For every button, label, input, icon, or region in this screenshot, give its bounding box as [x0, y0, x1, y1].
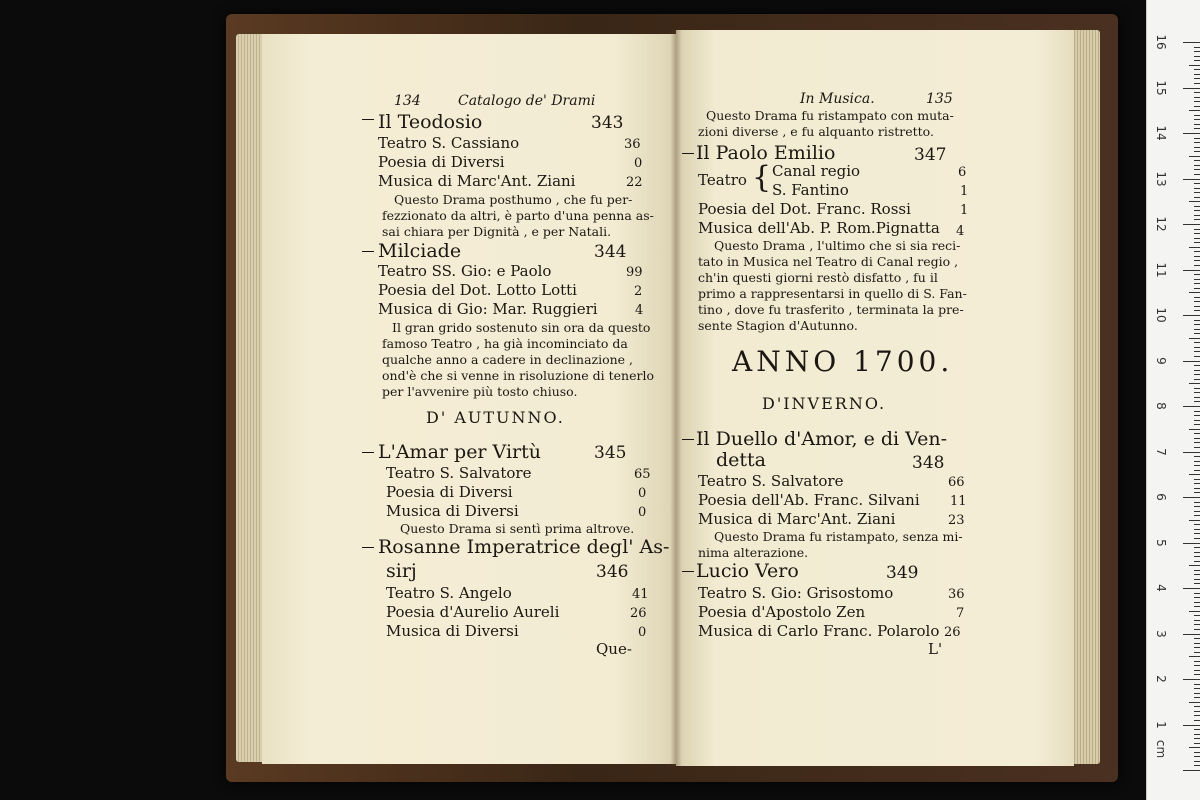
ruler-tick [1183, 315, 1200, 316]
ruler-tick [1194, 160, 1200, 161]
performance-count: 0 [634, 156, 643, 171]
poetry-line: Poesia d'Apostolo Zen [698, 603, 866, 621]
ruler-tick [1183, 543, 1200, 544]
ruler-tick [1189, 383, 1200, 384]
ruler-tick [1194, 151, 1200, 152]
ruler-tick [1194, 206, 1200, 207]
ruler-tick [1194, 492, 1200, 493]
ruler-tick [1194, 524, 1200, 525]
top-note-line: zioni diverse , e fu alquanto ristretto. [698, 124, 934, 139]
ruler-tick [1194, 238, 1200, 239]
music-line: Musica di Diversi [386, 502, 519, 520]
top-note-line: Questo Drama fu ristampato con muta- [706, 108, 954, 123]
ruler-tick [1194, 424, 1200, 425]
ruler-tick [1194, 74, 1200, 75]
ruler-number: 1 [1154, 720, 1168, 729]
ruler-tick [1194, 388, 1200, 389]
entry-note-line: Questo Drama fu ristampato, senza mi- [714, 529, 963, 544]
ruler-tick [1194, 142, 1200, 143]
entry-dash [682, 439, 694, 440]
entry-dash [362, 547, 374, 548]
ruler-number: 12 [1154, 216, 1168, 232]
ruler-tick [1194, 552, 1200, 553]
ruler-tick [1194, 392, 1200, 393]
ruler-tick [1194, 324, 1200, 325]
ruler-tick [1194, 233, 1200, 234]
ruler-tick [1194, 465, 1200, 466]
ruler-tick [1194, 188, 1200, 189]
music-line: Musica di Carlo Franc. Polarolo [698, 622, 940, 640]
ruler-tick [1194, 379, 1200, 380]
poetry-line: Poesia del Dot. Franc. Rossi [698, 200, 911, 218]
ruler-tick [1194, 283, 1200, 284]
entry-note-line: fezzionato da altri, è parto d'una penna as- [382, 208, 654, 223]
ruler-tick [1194, 615, 1200, 616]
ruler-tick [1194, 506, 1200, 507]
ruler-tick [1194, 320, 1200, 321]
entry-dash [682, 571, 694, 572]
ruler-tick [1194, 83, 1200, 84]
ruler-tick [1194, 711, 1200, 712]
entry-number: 343 [591, 113, 624, 133]
entry-note-line: Questo Drama si sentì prima altrove. [400, 521, 635, 536]
performance-count: 41 [632, 587, 649, 602]
entry-number: 347 [914, 145, 947, 165]
ruler-tick [1194, 124, 1200, 125]
ruler-tick [1194, 301, 1200, 302]
ruler-tick [1194, 606, 1200, 607]
theatre-option: Canal regio [772, 162, 861, 180]
theatre-option: S. Fantino [772, 181, 849, 199]
ruler-tick [1194, 447, 1200, 448]
theatre-line: Teatro S. Salvatore [386, 464, 532, 482]
ruler-tick [1194, 47, 1200, 48]
ruler-tick [1194, 69, 1200, 70]
ruler-tick [1194, 147, 1200, 148]
poetry-line: Poesia d'Aurelio Aureli [386, 603, 560, 621]
ruler-tick [1194, 456, 1200, 457]
ruler-tick [1194, 242, 1200, 243]
entry-dash [362, 251, 374, 252]
ruler-tick [1194, 511, 1200, 512]
entry-number: 346 [596, 562, 629, 582]
entry-number: 344 [594, 242, 627, 262]
ruler-tick [1194, 274, 1200, 275]
ruler-tick [1183, 452, 1200, 453]
ruler-tick [1194, 256, 1200, 257]
performance-count: 0 [638, 486, 647, 501]
ruler-tick [1194, 661, 1200, 662]
ruler-tick [1194, 502, 1200, 503]
ruler-tick [1194, 401, 1200, 402]
ruler-tick [1194, 265, 1200, 266]
ruler-tick [1189, 747, 1200, 748]
ruler-tick [1194, 356, 1200, 357]
ruler-unit-label: cm [1154, 739, 1168, 759]
performance-count: 66 [948, 475, 965, 490]
ruler-tick [1194, 488, 1200, 489]
ruler-tick [1194, 547, 1200, 548]
ruler-tick [1194, 624, 1200, 625]
entry-note-line: famoso Teatro , ha già incominciato da [382, 336, 628, 351]
ruler-tick [1189, 520, 1200, 521]
ruler-tick [1194, 629, 1200, 630]
performance-count: 7 [956, 606, 965, 621]
performance-count: 0 [638, 625, 647, 640]
music-line: Musica di Marc'Ant. Ziani [698, 510, 896, 528]
ruler-tick [1194, 433, 1200, 434]
music-line: Musica dell'Ab. P. Rom.Pignatta [698, 219, 940, 237]
ruler-number: 10 [1154, 307, 1168, 323]
ruler-tick [1194, 333, 1200, 334]
right-running-head: In Musica. [800, 91, 875, 107]
ruler-tick [1194, 574, 1200, 575]
theatre-line: Teatro S. Gio: Grisostomo [698, 584, 894, 602]
ruler-tick [1194, 92, 1200, 93]
ruler-tick [1194, 579, 1200, 580]
ruler-tick [1189, 656, 1200, 657]
entry-title: Il Paolo Emilio [696, 142, 836, 164]
ruler-tick [1183, 406, 1200, 407]
performance-count: 1 [960, 203, 969, 218]
ruler-tick [1194, 297, 1200, 298]
ruler-tick [1194, 51, 1200, 52]
entry-note-line: primo a rappresentarsi in quello di S. Fan- [698, 286, 967, 301]
ruler-number: 14 [1154, 125, 1168, 141]
year-heading: ANNO 1700. [732, 345, 954, 378]
poetry-line: Poesia di Diversi [386, 483, 513, 501]
performance-count: 6 [958, 165, 967, 180]
catchword: L' [928, 640, 943, 658]
left-page-number: 134 [394, 93, 421, 109]
ruler-tick [1194, 442, 1200, 443]
performance-count: 36 [948, 587, 965, 602]
ruler-tick [1194, 765, 1200, 766]
brace-symbol: { [752, 160, 772, 195]
ruler-number: 2 [1154, 675, 1168, 683]
ruler-tick [1194, 411, 1200, 412]
ruler-tick [1194, 693, 1200, 694]
ruler-number: 6 [1154, 493, 1168, 501]
entry-title-continuation: detta [716, 449, 767, 471]
ruler-number: 16 [1154, 34, 1168, 50]
ruler-tick [1194, 593, 1200, 594]
performance-count: 0 [638, 505, 647, 520]
entry-dash [362, 119, 374, 120]
entry-note-line: sai chiara per Dignità , e per Natali. [382, 224, 612, 239]
ruler-number: 8 [1154, 402, 1168, 410]
ruler-tick [1194, 752, 1200, 753]
ruler-tick [1194, 306, 1200, 307]
ruler-tick [1194, 169, 1200, 170]
ruler-tick [1194, 210, 1200, 211]
ruler-tick [1189, 338, 1200, 339]
ruler-tick [1194, 165, 1200, 166]
season-heading: D' AUTUNNO. [426, 408, 565, 427]
measuring-ruler [1146, 0, 1200, 800]
music-line: Musica di Diversi [386, 622, 519, 640]
ruler-number: 15 [1154, 79, 1168, 96]
performance-count: 36 [624, 137, 641, 152]
left-page [262, 34, 676, 764]
ruler-tick [1194, 174, 1200, 175]
performance-count: 4 [635, 303, 644, 318]
theatre-line: Teatro S. Angelo [386, 584, 512, 602]
ruler-tick [1194, 78, 1200, 79]
ruler-tick [1194, 229, 1200, 230]
ruler-tick [1194, 570, 1200, 571]
ruler-tick [1194, 106, 1200, 107]
entry-number: 345 [594, 443, 627, 463]
ruler-number: 4 [1154, 584, 1168, 592]
ruler-tick [1189, 702, 1200, 703]
ruler-tick [1194, 515, 1200, 516]
performance-count: 26 [944, 625, 961, 640]
entry-title-continuation: sirj [386, 560, 417, 582]
ruler-tick [1194, 438, 1200, 439]
ruler-tick [1194, 56, 1200, 57]
ruler-tick [1194, 219, 1200, 220]
ruler-tick [1194, 684, 1200, 685]
ruler-tick [1194, 138, 1200, 139]
performance-count: 22 [626, 175, 643, 190]
ruler-tick [1183, 42, 1200, 43]
ruler-tick [1194, 60, 1200, 61]
theatre-line: Teatro SS. Gio: e Paolo [378, 262, 552, 280]
ruler-tick [1194, 260, 1200, 261]
entry-number: 348 [912, 453, 945, 473]
performance-count: 1 [960, 184, 969, 199]
ruler-tick [1194, 743, 1200, 744]
right-page-number: 135 [926, 91, 953, 107]
ruler-tick [1194, 638, 1200, 639]
ruler-number: 13 [1154, 170, 1168, 187]
ruler-tick [1194, 761, 1200, 762]
entry-note-line: sente Stagion d'Autunno. [698, 318, 858, 333]
ruler-tick [1194, 342, 1200, 343]
entry-dash [682, 153, 694, 154]
ruler-tick [1194, 602, 1200, 603]
ruler-tick [1189, 110, 1200, 111]
left-running-head: Catalogo de' Drami [458, 93, 596, 109]
ruler-tick [1194, 538, 1200, 539]
ruler-tick [1194, 670, 1200, 671]
ruler-tick [1194, 397, 1200, 398]
ruler-tick [1194, 556, 1200, 557]
ruler-tick [1194, 119, 1200, 120]
ruler-tick [1194, 97, 1200, 98]
ruler-tick [1194, 756, 1200, 757]
ruler-tick [1194, 561, 1200, 562]
ruler-tick [1194, 697, 1200, 698]
performance-count: 26 [630, 606, 647, 621]
theatre-line: Teatro S. Salvatore [698, 472, 844, 490]
ruler-tick [1194, 197, 1200, 198]
entry-title: Il Duello d'Amor, e di Ven- [696, 428, 948, 450]
ruler-tick [1194, 115, 1200, 116]
ruler-tick [1183, 588, 1200, 589]
ruler-tick [1194, 470, 1200, 471]
entry-title: Il Teodosio [378, 111, 483, 133]
theatre-line: Teatro S. Cassiano [378, 134, 520, 152]
entry-note-line: nima alterazione. [698, 545, 809, 560]
ruler-tick [1194, 647, 1200, 648]
ruler-tick [1189, 247, 1200, 248]
ruler-tick [1194, 734, 1200, 735]
ruler-tick [1194, 347, 1200, 348]
ruler-tick [1194, 279, 1200, 280]
ruler-tick [1183, 270, 1200, 271]
ruler-tick [1194, 251, 1200, 252]
ruler-tick [1194, 620, 1200, 621]
book-gutter [670, 30, 682, 766]
ruler-tick [1194, 128, 1200, 129]
entry-note-line: tato in Musica nel Teatro di Canal regio , [698, 254, 959, 269]
ruler-tick [1194, 288, 1200, 289]
ruler-tick [1189, 565, 1200, 566]
poetry-line: Poesia del Dot. Lotto Lotti [378, 281, 577, 299]
ruler-tick [1194, 729, 1200, 730]
ruler-tick [1194, 706, 1200, 707]
ruler-tick [1194, 529, 1200, 530]
ruler-tick [1194, 215, 1200, 216]
ruler-tick [1194, 370, 1200, 371]
ruler-tick [1194, 688, 1200, 689]
ruler-tick [1194, 415, 1200, 416]
ruler-number: 5 [1154, 538, 1168, 547]
ruler-tick [1189, 65, 1200, 66]
entry-title: Lucio Vero [696, 560, 799, 582]
entry-note-line: Questo Drama posthumo , che fu per- [394, 192, 633, 207]
ruler-number: 11 [1154, 261, 1168, 278]
ruler-tick [1183, 361, 1200, 362]
music-line: Musica di Marc'Ant. Ziani [378, 172, 576, 190]
entry-note-line: qualche anno a cadere in declinazione , [382, 352, 634, 367]
ruler-tick [1194, 720, 1200, 721]
entry-note-line: Questo Drama , l'ultimo che si sia reci- [714, 238, 961, 253]
catchword: Que- [596, 640, 632, 658]
ruler-tick [1194, 583, 1200, 584]
ruler-tick [1194, 738, 1200, 739]
entry-note-line: Il gran grido sostenuto sin ora da questo [392, 320, 651, 335]
ruler-tick [1189, 474, 1200, 475]
ruler-number: 7 [1154, 447, 1168, 456]
entry-number: 349 [886, 563, 919, 583]
entry-note-line: ond'è che si venne in risoluzione di tenerlo [382, 368, 654, 383]
performance-count: 65 [634, 467, 651, 482]
ruler-tick [1194, 192, 1200, 193]
ruler-tick [1194, 643, 1200, 644]
ruler-tick [1194, 597, 1200, 598]
poetry-line: Poesia dell'Ab. Franc. Silvani [698, 491, 920, 509]
ruler-tick [1189, 429, 1200, 430]
ruler-tick [1183, 133, 1200, 134]
performance-count: 4 [956, 224, 965, 239]
ruler-tick [1194, 374, 1200, 375]
season-heading: D'INVERNO. [762, 394, 887, 413]
entry-note-line: ch'in questi giorni restò disfatto , fu il [698, 270, 938, 285]
poetry-line: Poesia di Diversi [378, 153, 505, 171]
ruler-tick [1194, 483, 1200, 484]
entry-note-line: per l'avvenire più tosto chiuso. [382, 384, 578, 399]
ruler-tick [1189, 611, 1200, 612]
ruler-tick [1189, 201, 1200, 202]
ruler-tick [1194, 652, 1200, 653]
ruler-tick [1194, 715, 1200, 716]
ruler-tick [1194, 533, 1200, 534]
ruler-tick [1183, 88, 1200, 89]
ruler-tick [1194, 461, 1200, 462]
ruler-number: 3 [1154, 629, 1168, 638]
entry-dash [362, 452, 374, 453]
ruler-tick [1183, 770, 1200, 771]
ruler-tick [1194, 329, 1200, 330]
ruler-tick [1194, 183, 1200, 184]
ruler-tick [1189, 292, 1200, 293]
ruler-tick [1194, 101, 1200, 102]
ruler-tick [1189, 156, 1200, 157]
ruler-tick [1183, 497, 1200, 498]
ruler-tick [1183, 179, 1200, 180]
performance-count: 2 [634, 284, 643, 299]
right-page [676, 30, 1074, 766]
ruler-tick [1194, 351, 1200, 352]
theatre-label: Teatro [698, 171, 747, 189]
page-edges-right [1072, 30, 1100, 764]
ruler-tick [1194, 310, 1200, 311]
ruler-tick [1183, 679, 1200, 680]
entry-title: L'Amar per Virtù [378, 441, 541, 463]
ruler-number: 9 [1154, 356, 1168, 365]
performance-count: 11 [950, 494, 967, 509]
entry-title: Rosanne Imperatrice degl' As- [378, 536, 670, 558]
performance-count: 23 [948, 513, 965, 528]
entry-note-line: tino , dove fu trasferito , terminata la pre- [698, 302, 964, 317]
ruler-tick [1194, 674, 1200, 675]
performance-count: 99 [626, 265, 643, 280]
ruler-tick [1194, 665, 1200, 666]
ruler-tick [1183, 725, 1200, 726]
ruler-tick [1194, 420, 1200, 421]
entry-title: Milciade [378, 240, 462, 262]
ruler-tick [1194, 479, 1200, 480]
ruler-tick [1183, 634, 1200, 635]
ruler-tick [1183, 224, 1200, 225]
music-line: Musica di Gio: Mar. Ruggieri [378, 300, 598, 318]
ruler-tick [1194, 365, 1200, 366]
